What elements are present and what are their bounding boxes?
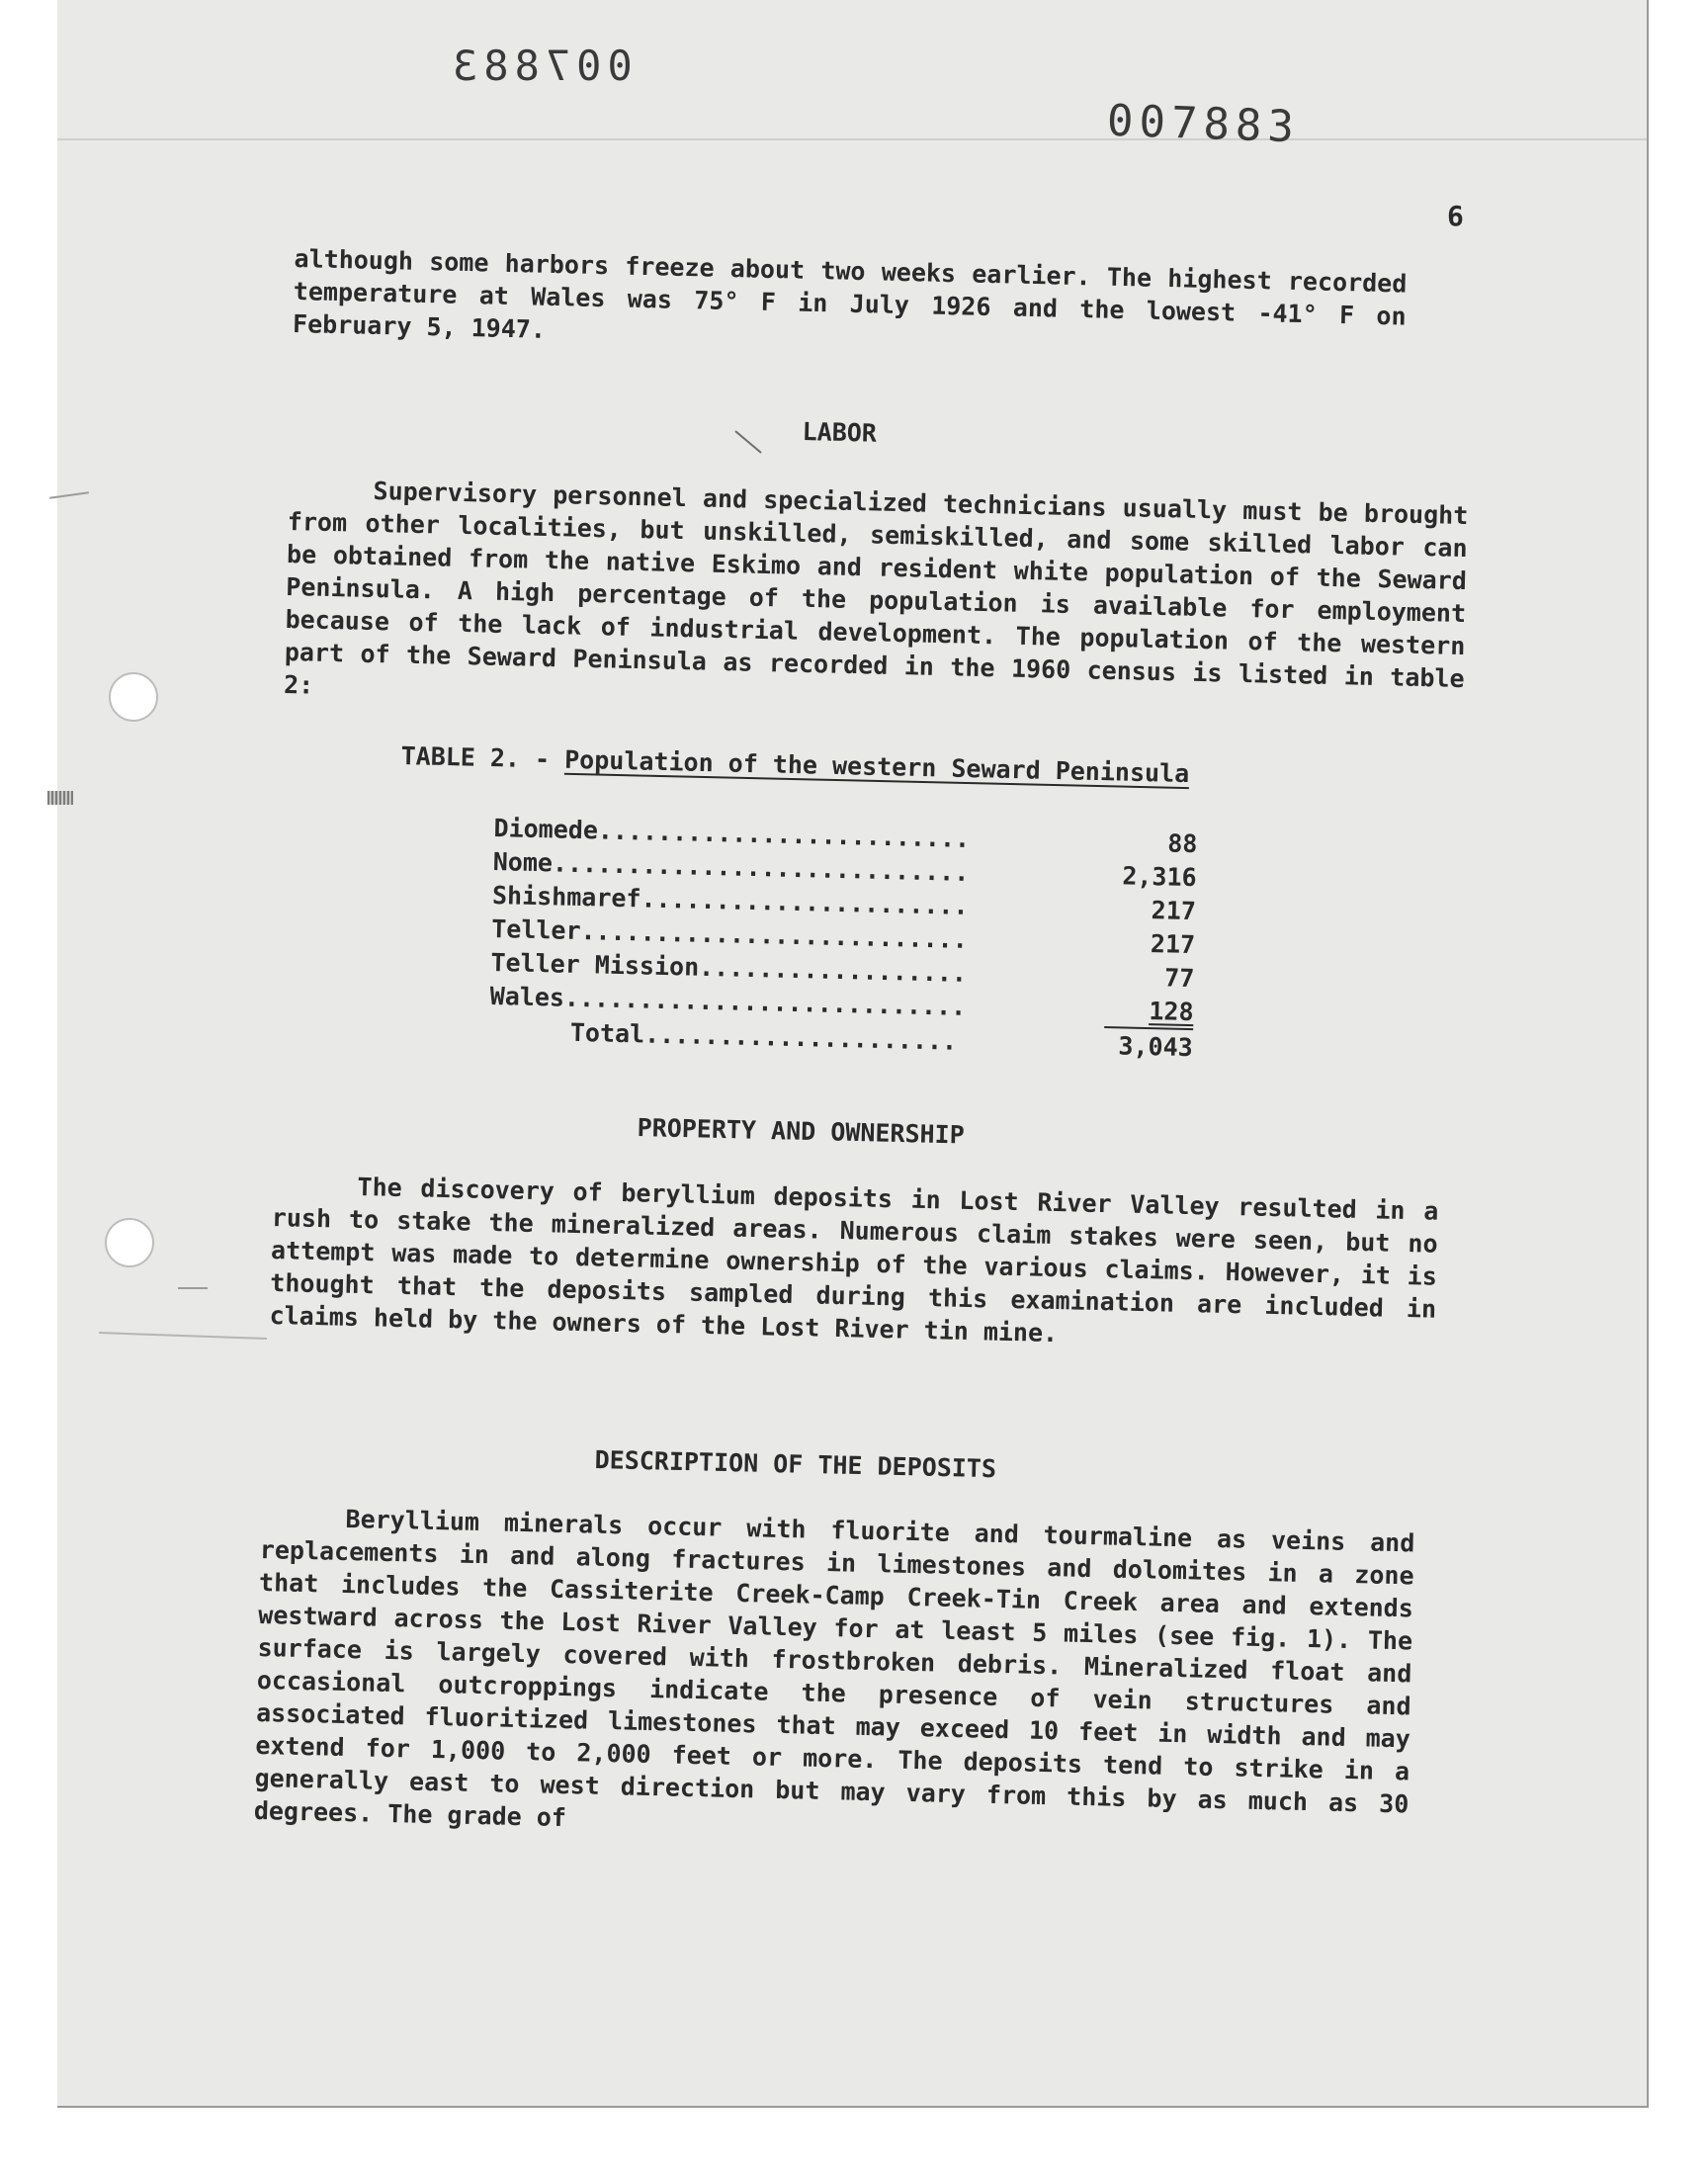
labor-paragraph: Supervisory personnel and specialized technicians usually must be brought from other localities, but unskilled, semiskilled, and some skilled labor can be obtained from the native Eskimo and resident white population of the Seward Peninsula. A high percentage of the population is available for employment because of the lack of industrial development. The population of the western part of the Seward Peninsula as recorded in the 1960 census is listed in table 2: [283,476,1469,700]
population-value [1104,993,1194,1029]
page-edge-line [57,138,1647,140]
edge-stamp-mark [47,791,73,805]
document-number: 007883 [1106,95,1301,153]
place-name: Nome............................ [492,846,970,887]
deposits-paragraph: Beryllium minerals occur with fluorite and tourmaline as veins and replacements in and along fractures in limestones and dolomites in a zone that includes the Cassiterite Creek-Camp Creek-Tin Creek area and extends westward across the Lost River Valley for at least 5 miles (see fig. 1). The surface is largely covered with frostbroken debris. Mineralized float and occasional outcroppings indicate the presence of vein structures and associated fluoritized limestones that may exceed 10 feet in width and may extend for 1,000 to 2,000 feet or more. The deposits tend to strike in a generally east to west direction but may vary from this by as much as 30 degrees. The grade of [253,1504,1415,1833]
total-value: 3,043 [1103,1027,1193,1064]
population-value: 2,316 [1122,860,1197,892]
property-paragraph: The discovery of beryllium deposits in Lost River Valley resulted in a rush to stake the mineralized areas. Numerous claim stakes were seen, but no attempt was made to determine ownership of the various claims. However, it is thought that the deposits sampled during this examination are included in claims held by the owners of the Lost River tin mine. [269,1172,1439,1348]
labor-heading: LABOR [802,417,878,448]
population-value: 77 [1163,962,1195,993]
punch-hole-bottom [105,1218,154,1267]
punch-hole-top [109,672,158,722]
place-name: Diomede......................... [493,813,971,853]
place-name: Wales........................... [489,981,967,1021]
place-name: Teller Mission.................. [490,947,968,988]
mirrored-document-number: 007883 [447,42,633,90]
property-heading: PROPERTY AND OWNERSHIP [637,1113,966,1150]
population-value: 217 [1151,895,1197,925]
table-label: TABLE 2. - [400,741,565,774]
total-label: Total..................... [569,1017,958,1056]
population-value: 217 [1150,928,1196,959]
scan-mark [178,1287,208,1289]
population-value-text: 128 [1149,996,1194,1026]
page-number: 6 [1447,200,1464,232]
table-title: Population of the western Seward Peninsula [563,744,1190,789]
deposits-heading: DESCRIPTION OF THE DEPOSITS [594,1445,997,1484]
place-name: Shishmaref...................... [491,880,969,920]
population-table [489,811,1198,1064]
population-value: 88 [1167,827,1198,858]
place-name: Teller.......................... [490,914,969,954]
climate-paragraph: although some harbors freeze about two weeks earlier. The highest recorded temperature at Wales was 75° F in July 1926 and the lowest -41° F on February 5, 1947. [292,243,1408,344]
